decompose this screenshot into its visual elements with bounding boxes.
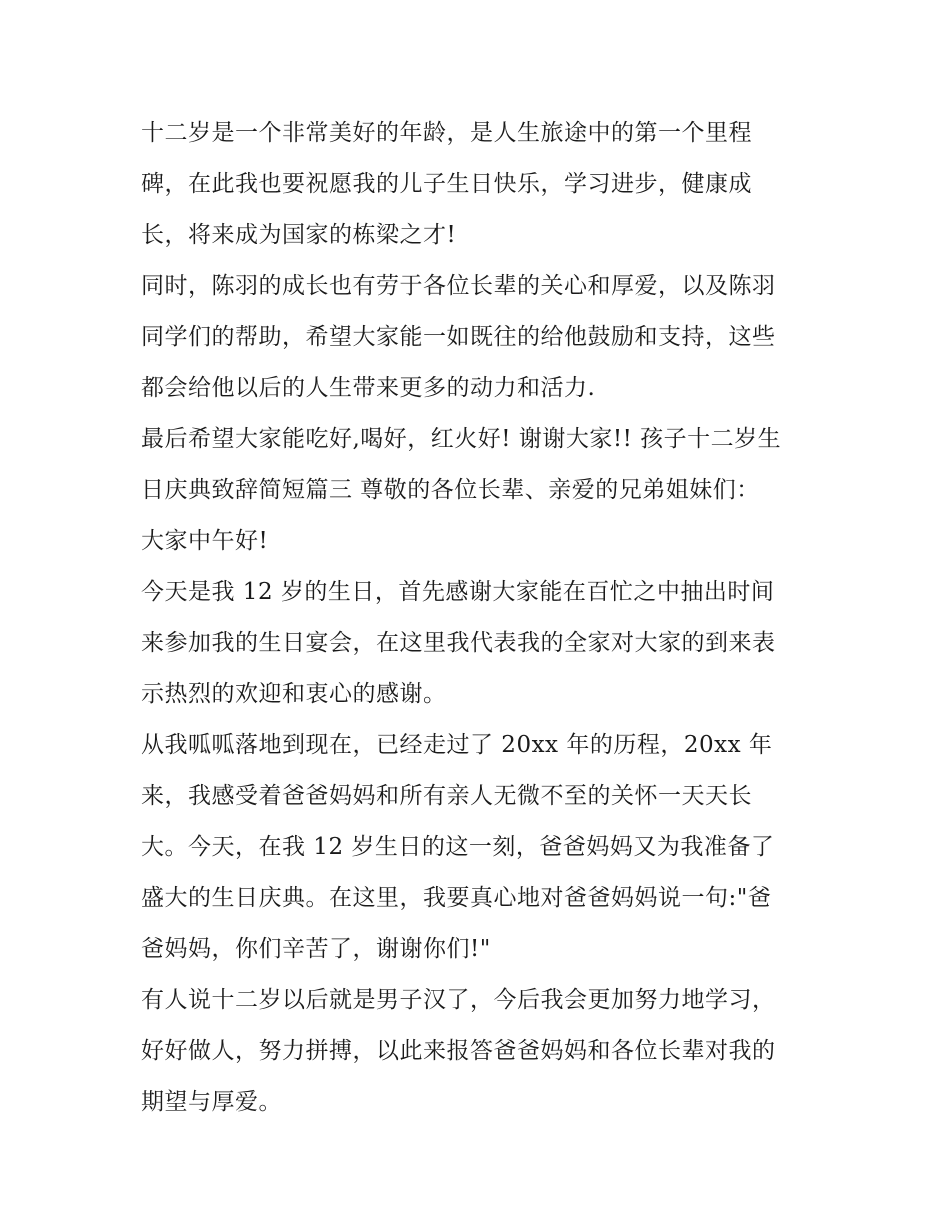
paragraph-6 [141,975,821,1128]
text-line: 盛大的生日庆典。在这里，我要真心地对爸爸妈妈说一句:"爸 [141,885,772,911]
text-line: 同学们的帮助，希望大家能一如既往的给他鼓励和支持，这些 [141,324,776,350]
paragraph-3 [141,414,821,567]
text-line: 爸妈妈，你们辛苦了，谢谢你们!" [141,936,491,962]
text-line: 碑，在此我也要祝愿我的儿子生日快乐，学习进步，健康成 [141,171,752,197]
document-body [141,108,821,1128]
paragraph-5 [141,720,821,975]
text-line: 来参加我的生日宴会，在这里我代表我的全家对大家的到来表 [141,630,776,656]
paragraph-1 [141,108,821,261]
text-line: 期望与厚爱。 [141,1089,282,1115]
paragraph-4 [141,567,821,720]
paragraph-2 [141,261,821,414]
text-line: 示热烈的欢迎和衷心的感谢。 [141,681,447,707]
text-line: 从我呱呱落地到现在，已经走过了 20xx 年的历程，20xx 年 [141,732,773,758]
text-line: 最后希望大家能吃好,喝好，红火好! 谢谢大家!! 孩子十二岁生 [141,426,782,452]
text-line: 长，将来成为国家的栋梁之才! [141,222,457,248]
text-line: 今天是我 12 岁的生日，首先感谢大家能在百忙之中抽出时间 [141,579,775,605]
text-line: 日庆典致辞简短篇三 尊敬的各位长辈、亲爱的兄弟姐妹们： [141,477,760,503]
text-line: 好好做人，努力拼搏，以此来报答爸爸妈妈和各位长辈对我的 [141,1038,776,1064]
text-line: 都会给他以后的人生带来更多的动力和活力. [141,375,596,401]
text-line: 来，我感受着爸爸妈妈和所有亲人无微不至的关怀一天天长 [141,783,752,809]
text-line: 有人说十二岁以后就是男子汉了，今后我会更加努力地学习， [141,987,776,1013]
text-line: 同时，陈羽的成长也有劳于各位长辈的关心和厚爱，以及陈羽 [141,273,776,299]
text-line: 大家中午好! [141,528,269,554]
text-line: 大。今天，在我 12 岁生日的这一刻，爸爸妈妈又为我准备了 [141,834,775,860]
text-line: 十二岁是一个非常美好的年龄，是人生旅途中的第一个里程 [141,120,752,146]
